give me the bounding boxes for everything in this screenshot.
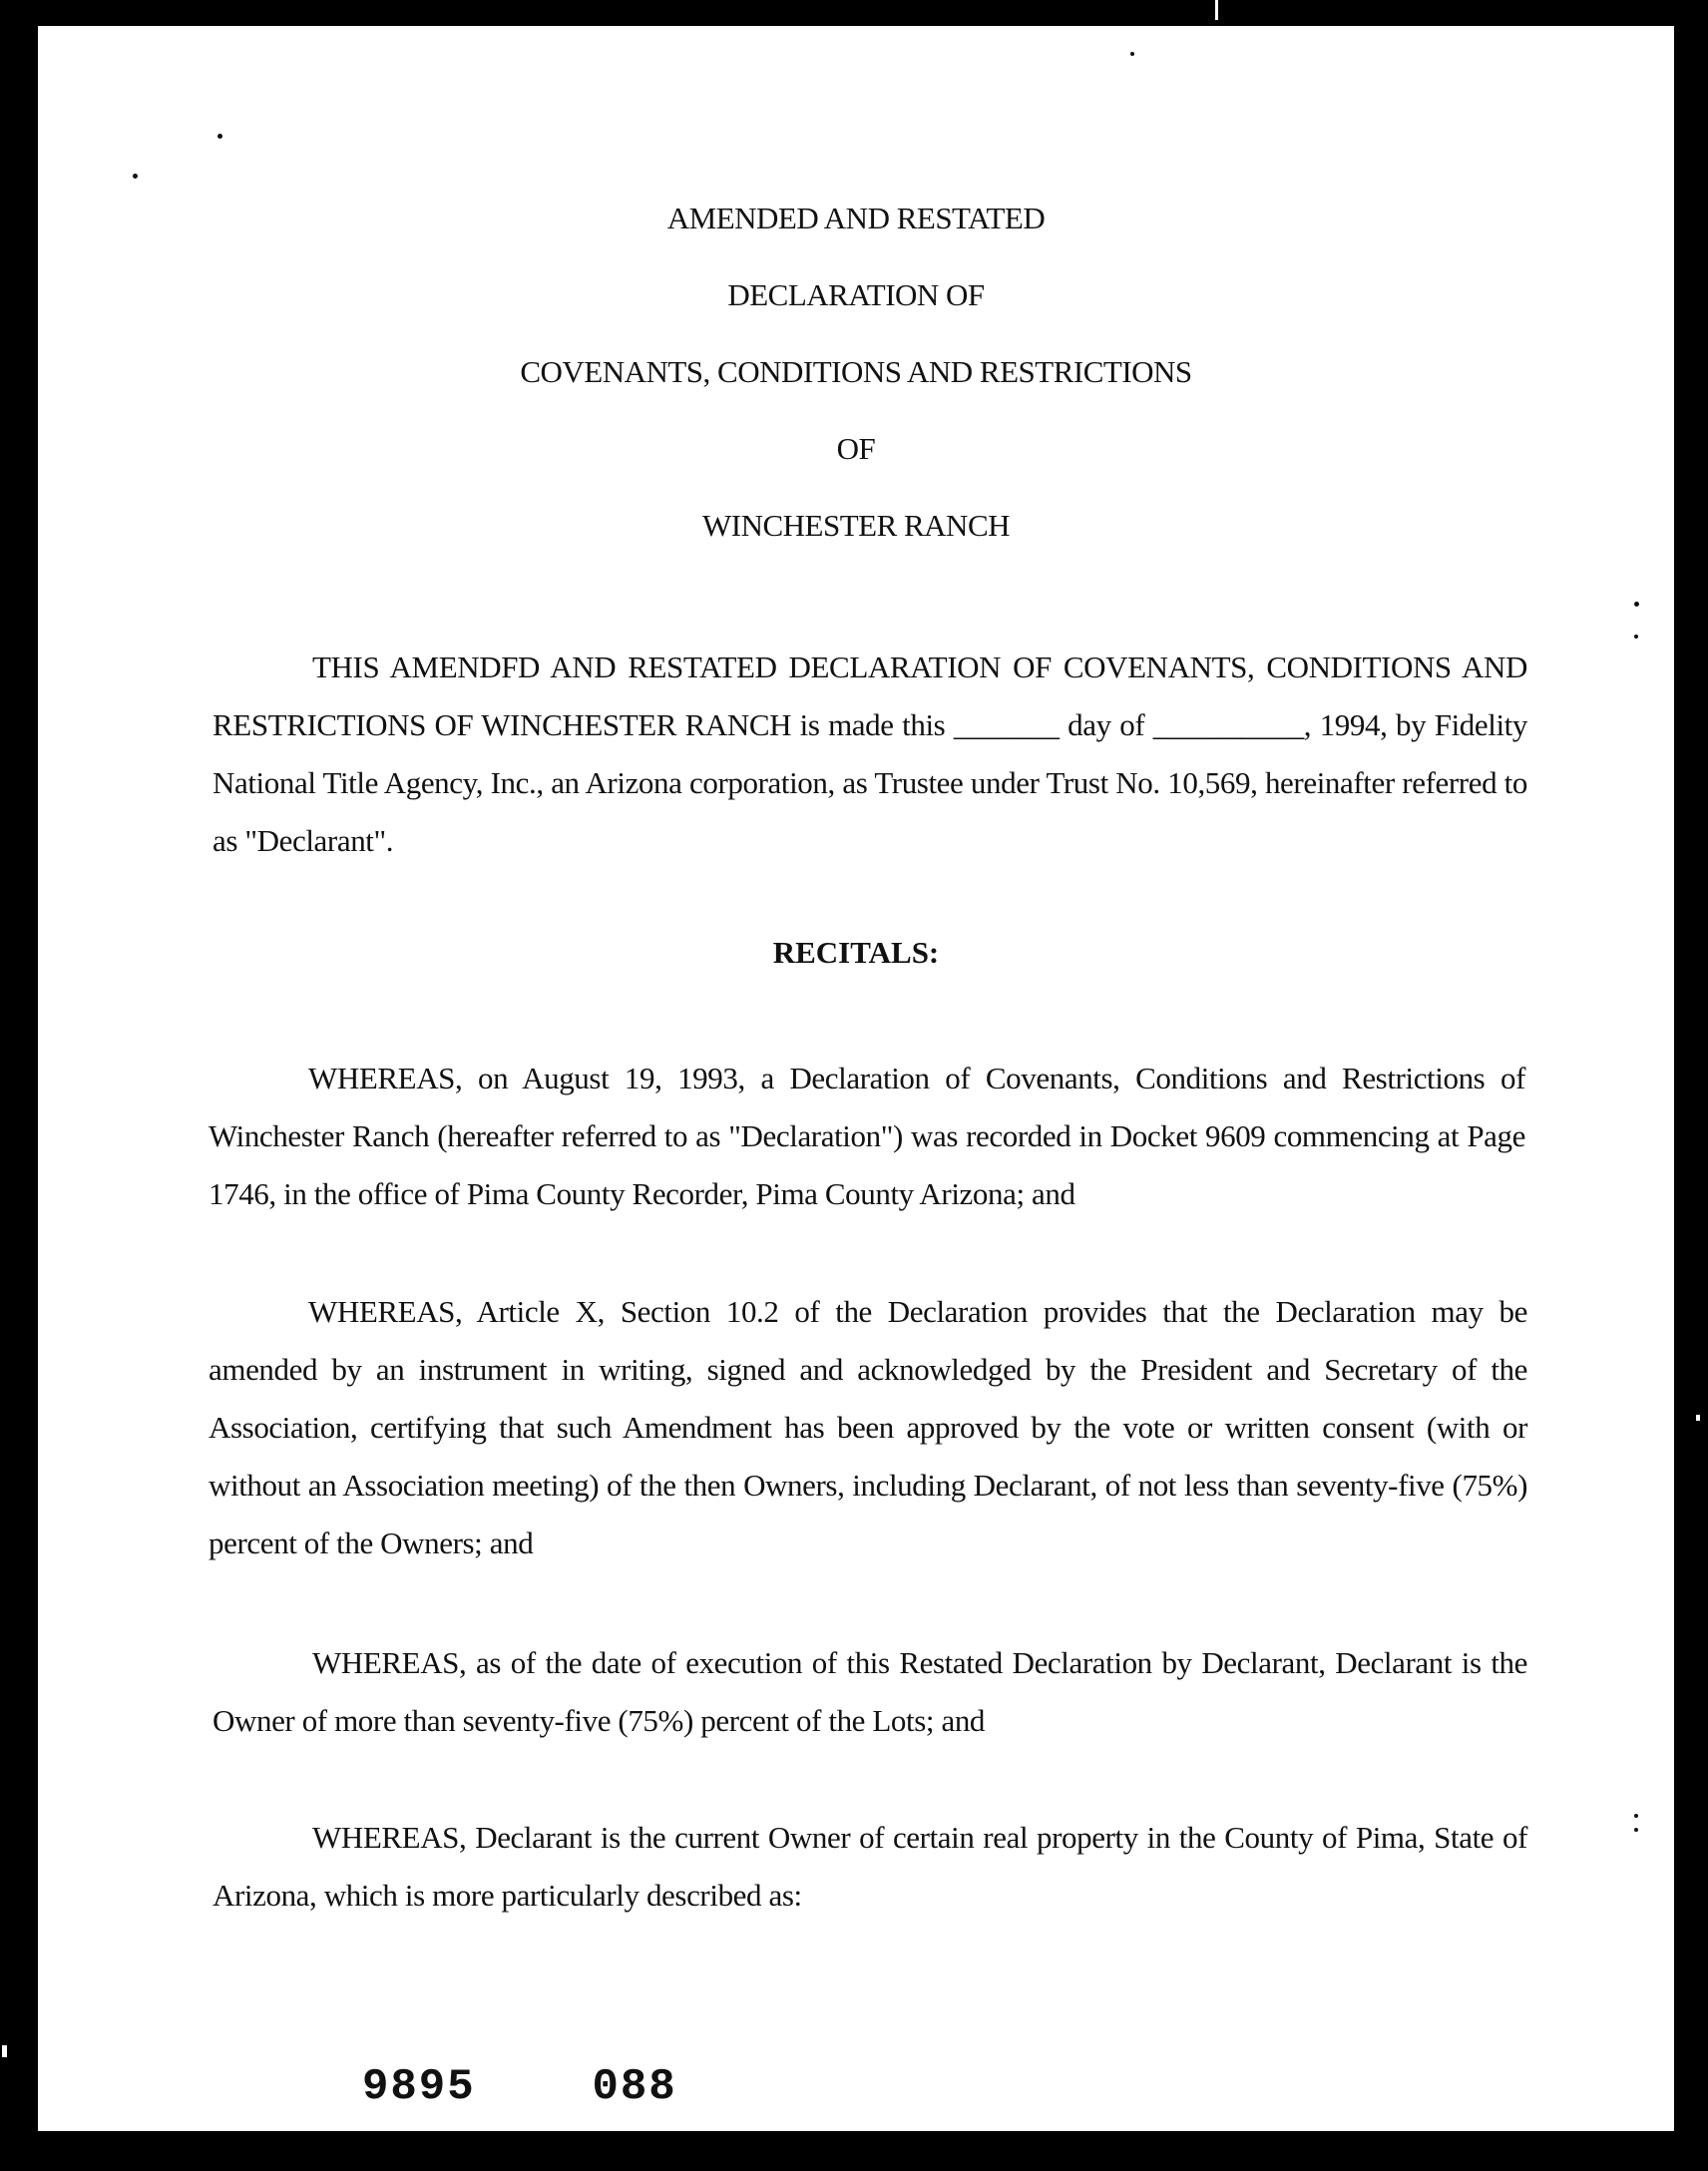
- recital-paragraph-1: WHEREAS, on August 19, 1993, a Declaration of Covenants, Conditions and Restrictions of Winchester Ranch (hereafter referred to as "Declaration") was recorded in Docket 9609 commencing at Page 1746, in the office of Pima County Recorder, Pima County Arizona; and: [209, 1061, 1525, 1211]
- scan-speck: [1634, 1814, 1638, 1818]
- edge-mark: [1696, 1415, 1700, 1421]
- recital-paragraph-2: WHEREAS, Article X, Section 10.2 of the Declaration provides that the Declaration may be amended by an instrument in writing, signed and acknowledged by the President and Secretary of the Association, certifying that such Amendment has been approved by the vote or written consent (with or without an Association meeting) of the then Owners, including Declarant, of not less than seventy-five (75%) percent of the Owners; and: [209, 1294, 1527, 1560]
- intro-paragraph: THIS AMENDFD AND RESTATED DECLARATION OF COVENANTS, CONDITIONS AND RESTRICTIONS OF WINCHESTER RANCH is made this _______ day of __________, 1994, by Fidelity National Title Agency, Inc., an Arizona corporation, as Trustee under Trust No. 10,569, hereinafter referred to as "Declarant".: [213, 650, 1527, 858]
- recital-paragraph-3: WHEREAS, as of the date of execution of this Restated Declaration by Declarant, Declarant is the Owner of more than seventy-five (75%) percent of the Lots; and: [213, 1645, 1527, 1738]
- edge-mark: [2, 2045, 7, 2057]
- scan-speck: [217, 134, 222, 139]
- scan-speck: [1634, 602, 1639, 607]
- docket-stamp: [362, 2062, 677, 2112]
- scan-speck: [1130, 52, 1134, 56]
- page-number: 088: [592, 2062, 677, 2112]
- scan-speck: [1634, 635, 1638, 639]
- title-line-2: DECLARATION OF: [727, 277, 985, 312]
- recital-paragraph-4: WHEREAS, Declarant is the current Owner of certain real property in the County of Pima, State of Arizona, which is more particularly described as:: [213, 1820, 1527, 1913]
- scan-speck: [1634, 1828, 1638, 1832]
- docket-number: 9895: [362, 2062, 476, 2112]
- title-line-4: OF: [836, 431, 876, 466]
- edge-mark: [1215, 0, 1218, 20]
- scan-speck: [133, 174, 138, 179]
- title-line-5: WINCHESTER RANCH: [701, 508, 1011, 543]
- title-line-1: AMENDED AND RESTATED: [666, 201, 1046, 235]
- recitals-heading: RECITALS:: [772, 935, 940, 970]
- document-page: [38, 26, 1674, 2131]
- title-line-3: COVENANTS, CONDITIONS AND RESTRICTIONS: [520, 354, 1192, 389]
